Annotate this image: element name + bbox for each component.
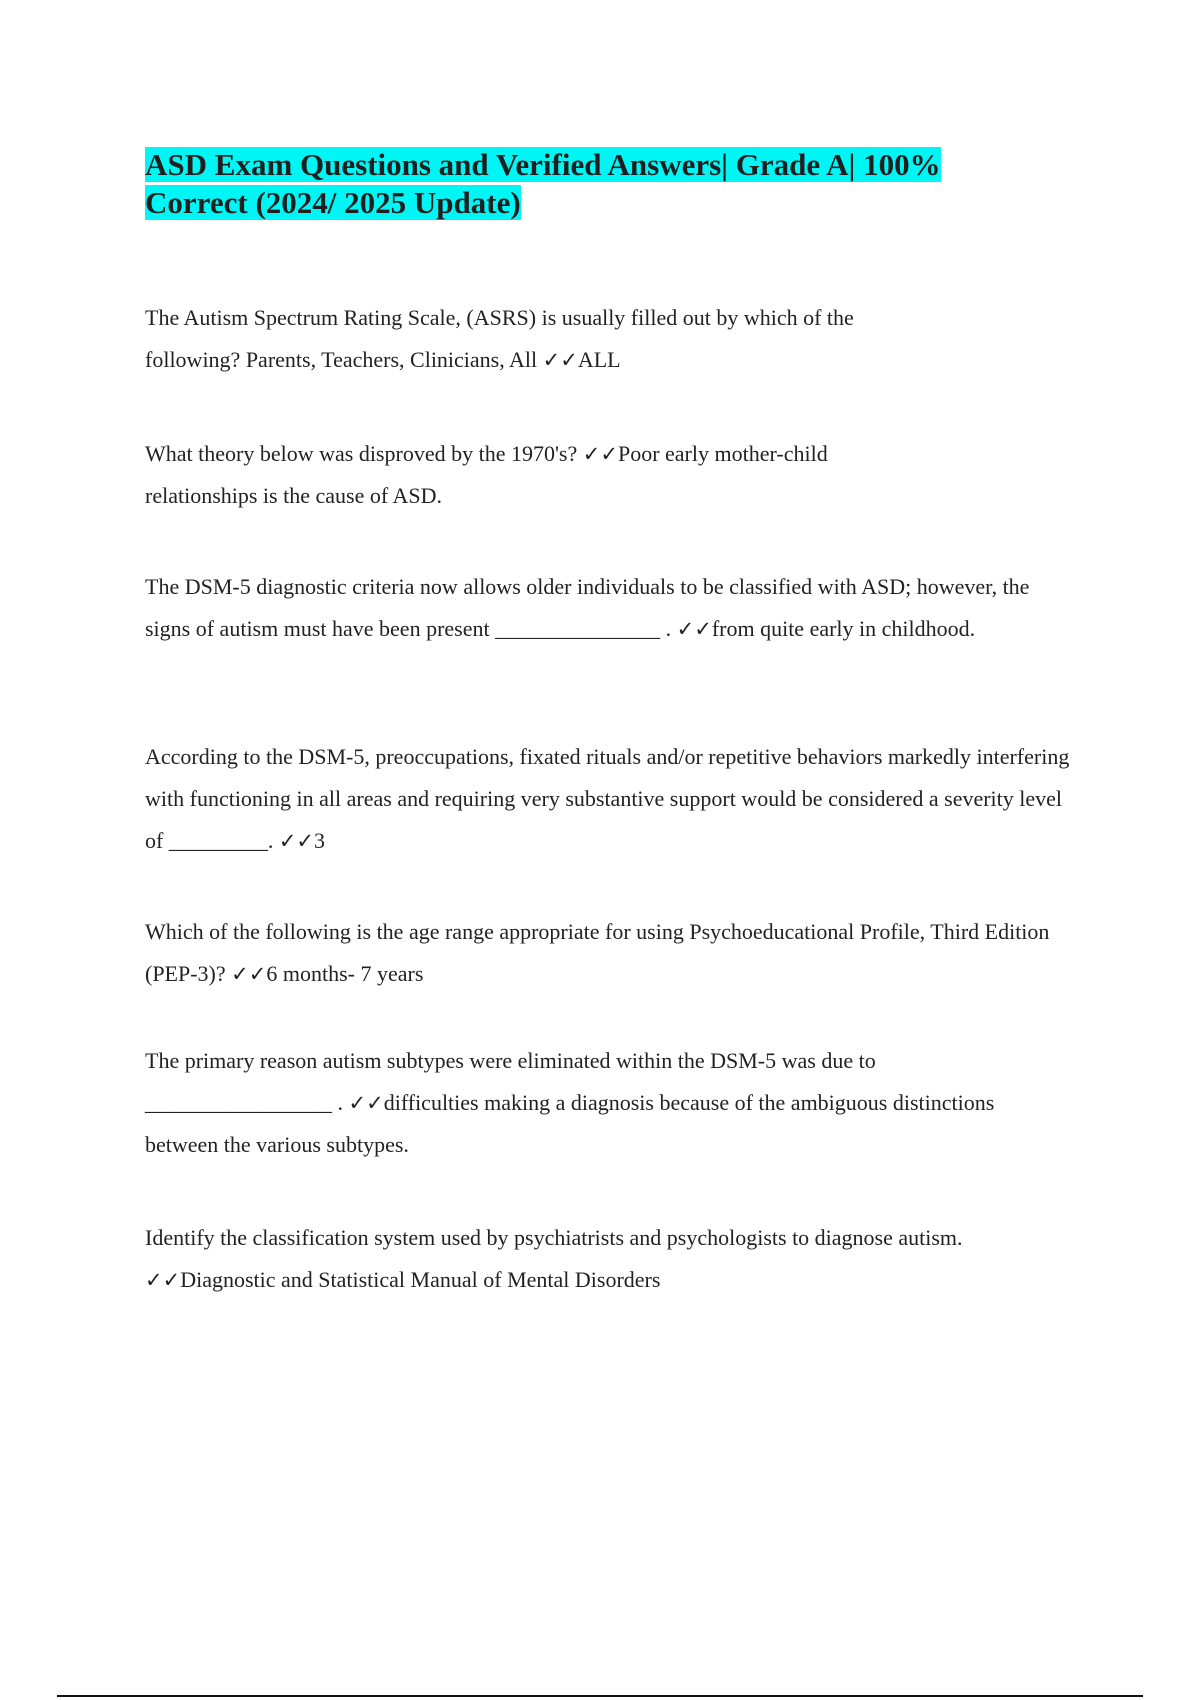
qa-item <box>145 736 1075 862</box>
document-title-text: ASD Exam Questions and Verified Answers| Grade A| 100% Correct (2024/ 2025 Update) <box>145 147 941 220</box>
question-text: The Autism Spectrum Rating Scale, (ASRS) is usually filled out by which of the following? Parents, Teachers, Clinicians, All <box>145 305 854 372</box>
qa-item <box>145 433 945 517</box>
answer-text: 6 months- 7 years <box>266 961 424 986</box>
double-check-icon: ✓✓ <box>145 1268 181 1292</box>
qa-item <box>145 1217 1065 1301</box>
question-text: Identify the classification system used by psychiatrists and psychologists to diagnose autism. <box>145 1225 963 1250</box>
question-text: Which of the following is the age range appropriate for using Psychoeducational Profile, Third Edition (PEP-3)? <box>145 919 1050 986</box>
answer-text: 3 <box>314 828 326 853</box>
answer-text: difficulties making a diagnosis because of the ambiguous distinctions between the various subtypes. <box>145 1090 995 1157</box>
question-text: What theory below was disproved by the 1970's? <box>145 441 578 466</box>
double-check-icon: ✓✓ <box>348 1091 384 1115</box>
double-check-icon: ✓✓ <box>542 348 578 372</box>
qa-item <box>145 297 945 381</box>
qa-item <box>145 911 1085 995</box>
qa-item <box>145 1040 1025 1166</box>
answer-text: Poor early mother-child relationships is the cause of ASD. <box>145 441 828 508</box>
double-check-icon: ✓✓ <box>676 617 712 641</box>
question-text: The DSM-5 diagnostic criteria now allows older individuals to be classified with ASD; however, the signs of autism must have been present _______________ . <box>145 574 1030 641</box>
answer-text: ALL <box>577 347 621 372</box>
qa-item <box>145 566 1065 650</box>
question-text: The primary reason autism subtypes were eliminated within the DSM-5 was due to _________________ . <box>145 1048 876 1115</box>
double-check-icon: ✓✓ <box>582 442 618 466</box>
double-check-icon: ✓✓ <box>231 962 267 986</box>
document-title <box>145 146 1045 222</box>
answer-text: Diagnostic and Statistical Manual of Mental Disorders <box>180 1267 661 1292</box>
footer-divider <box>57 1695 1143 1697</box>
double-check-icon: ✓✓ <box>278 829 315 853</box>
answer-text: from quite early in childhood. <box>711 616 976 641</box>
question-text: According to the DSM-5, preoccupations, fixated rituals and/or repetitive behaviors markedly interfering with functioning in all areas and requiring very substantive support would be considered a severity level of _________. <box>145 744 1070 853</box>
